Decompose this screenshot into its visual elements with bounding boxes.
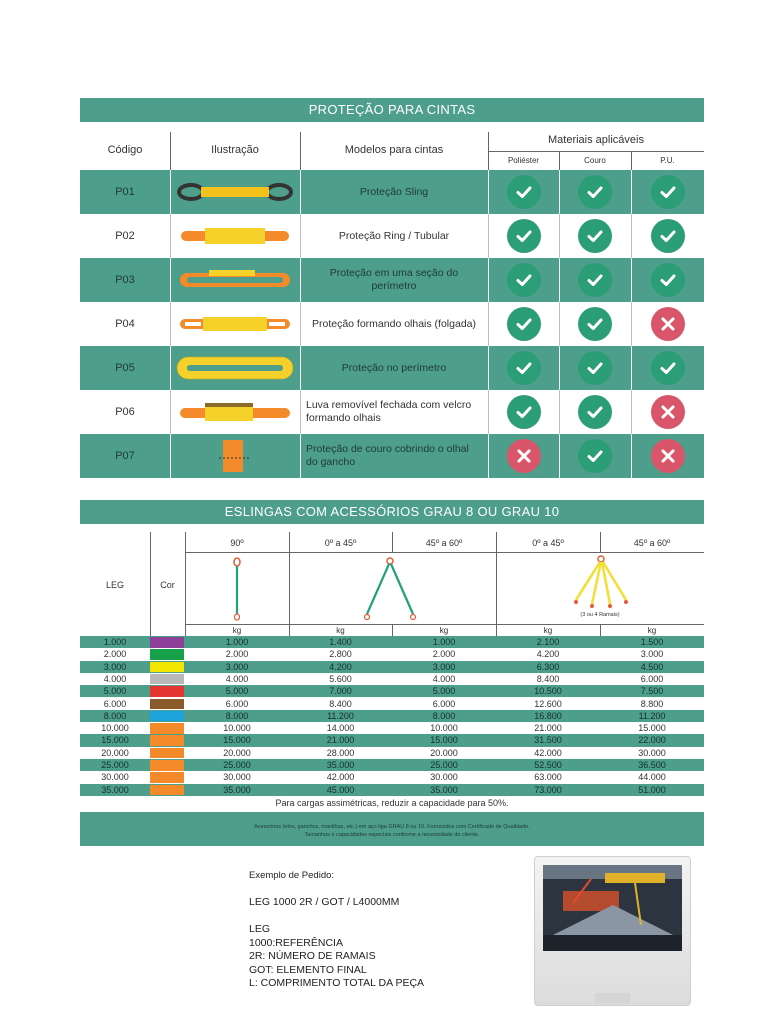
- protection-row: [80, 390, 704, 434]
- column-divider: [559, 302, 560, 346]
- color-swatch: [150, 748, 184, 759]
- protection-code: P02: [115, 229, 135, 242]
- material-status: [488, 390, 559, 434]
- capacity-value: 42.000: [534, 747, 562, 758]
- capacity-row: [80, 685, 704, 697]
- header-angle: 0º a 45º: [324, 538, 357, 548]
- capacity-value: 3.000: [225, 661, 249, 672]
- material-status: [488, 346, 559, 390]
- protection-illustration: [170, 434, 300, 478]
- footer-line1: Acessórios (elos, ganchos, manilhas, etc.) em aço liga GRAU 8 ou 10. Fornecidos com Certificado de Qualidade.: [254, 824, 530, 830]
- protection-model: Luva removível fechada com velcro formando olhais: [306, 399, 472, 424]
- capacity-value: 44.000: [638, 772, 666, 783]
- material-status: [488, 170, 559, 214]
- check-icon: [507, 307, 541, 341]
- multi-leg-sling-illustration: [568, 554, 634, 610]
- capacity-value: 5.600: [329, 673, 352, 684]
- capacity-value: 2.800: [329, 649, 352, 660]
- column-divider: [631, 302, 632, 346]
- column-divider: [488, 170, 489, 214]
- capacity-value: 16.800: [534, 710, 562, 721]
- unit-kg: kg: [647, 626, 657, 635]
- protection-row: [80, 346, 704, 390]
- column-divider: [488, 434, 489, 478]
- capacity-row: [80, 710, 704, 722]
- material-status: [559, 302, 631, 346]
- capacity-value: 21.000: [534, 723, 562, 734]
- monitor-frame: [534, 856, 691, 1006]
- check-icon: [578, 175, 612, 209]
- column-divider: [559, 346, 560, 390]
- capacity-value: 4.200: [329, 661, 352, 672]
- capacity-value: 25.000: [223, 760, 251, 770]
- capacity-value: 1.000: [432, 637, 456, 647]
- column-divider: [559, 170, 560, 214]
- leg-reference: 25.000: [101, 760, 129, 770]
- check-icon: [651, 351, 685, 385]
- leg-reference: 30.000: [101, 772, 129, 783]
- color-swatch: [150, 637, 184, 648]
- capacity-value: 15.000: [223, 735, 251, 746]
- order-example-label: Exemplo de Pedido:: [249, 870, 335, 881]
- color-swatch: [150, 760, 184, 771]
- material-status: [559, 390, 631, 434]
- protection-code: P07: [115, 449, 135, 462]
- capacity-value: 6.000: [225, 698, 249, 709]
- capacity-value: 22.000: [638, 735, 666, 746]
- column-divider: [170, 302, 171, 346]
- header-divider: [170, 132, 171, 170]
- check-icon: [578, 263, 612, 297]
- header-illustration: Ilustração: [211, 144, 259, 156]
- capacity-row: [80, 648, 704, 660]
- color-swatch: [150, 649, 184, 660]
- material-status: [631, 214, 704, 258]
- column-divider: [559, 214, 560, 258]
- protection-code: P05: [115, 361, 135, 374]
- header-materials: Materiais aplicáveis: [548, 134, 644, 146]
- material-status: [559, 346, 631, 390]
- capacity-row: [80, 759, 704, 771]
- color-swatch: [150, 711, 184, 722]
- check-icon: [651, 263, 685, 297]
- capacity-value: 25.000: [430, 760, 458, 770]
- check-icon: [651, 219, 685, 253]
- column-divider: [559, 390, 560, 434]
- leg-reference: 10.000: [101, 723, 129, 734]
- capacity-value: 2.100: [536, 637, 560, 647]
- capacity-value: 12.600: [534, 698, 562, 709]
- leg-reference: 35.000: [101, 784, 129, 795]
- column-divider: [488, 346, 489, 390]
- protection-row: [80, 302, 704, 346]
- protection-code: P04: [115, 317, 135, 330]
- material-status: [631, 346, 704, 390]
- capacity-value: 3.000: [640, 649, 664, 660]
- material-status: [631, 390, 704, 434]
- column-divider: [631, 214, 632, 258]
- check-icon: [578, 439, 612, 473]
- column-divider: [488, 258, 489, 302]
- capacity-value: 2.000: [225, 649, 249, 660]
- two-leg-sling-illustration: [355, 556, 425, 622]
- column-divider: [170, 390, 171, 434]
- column-divider: [559, 258, 560, 302]
- header-divider: [600, 532, 601, 552]
- check-icon: [507, 263, 541, 297]
- capacity-value: 14.000: [326, 723, 355, 734]
- protection-model: Proteção em uma seção do perímetro: [329, 267, 459, 292]
- material-status: [559, 214, 631, 258]
- protection-row: [80, 258, 704, 302]
- capacity-value: 8.000: [432, 710, 456, 721]
- capacity-value: 4.500: [640, 661, 664, 672]
- unit-kg: kg: [439, 626, 449, 635]
- capacity-value: 8.800: [640, 698, 664, 709]
- section2-title: ESLINGAS COM ACESSÓRIOS GRAU 8 OU GRAU 10: [224, 504, 560, 519]
- unit-kg: kg: [232, 626, 242, 635]
- material-status: [488, 258, 559, 302]
- capacity-row: [80, 722, 704, 734]
- protection-illustration: [170, 390, 300, 434]
- capacity-value: 63.000: [534, 772, 562, 783]
- column-divider: [631, 258, 632, 302]
- monitor-stand: [595, 993, 630, 1003]
- column-divider: [300, 214, 301, 258]
- check-icon: [578, 351, 612, 385]
- capacity-value: 8.400: [329, 698, 352, 709]
- column-divider: [170, 214, 171, 258]
- capacity-value: 51.000: [638, 784, 666, 795]
- capacity-value: 20.000: [223, 747, 251, 758]
- capacity-value: 15.000: [430, 735, 458, 746]
- x-icon: [651, 307, 685, 341]
- capacity-value: 35.000: [326, 760, 355, 770]
- color-swatch: [150, 699, 184, 710]
- leg-reference: 5.000: [103, 686, 127, 697]
- check-icon: [651, 175, 685, 209]
- x-icon: [651, 395, 685, 429]
- capacity-value: 4.000: [432, 673, 456, 684]
- capacity-row: [80, 784, 704, 796]
- order-example-code: LEG 1000 2R / GOT / L4000MM: [249, 896, 400, 908]
- material-status: [631, 434, 704, 478]
- material-status: [559, 434, 631, 478]
- capacity-row: [80, 661, 704, 673]
- capacity-value: 73.000: [534, 784, 562, 795]
- x-icon: [651, 439, 685, 473]
- protection-model: Proteção de couro cobrindo o olhal do gancho: [306, 443, 469, 468]
- header-divider: [289, 532, 290, 636]
- protection-row: [80, 170, 704, 214]
- section2-title-band: [80, 500, 704, 524]
- column-divider: [300, 258, 301, 302]
- material-status: [559, 170, 631, 214]
- header-divider: [392, 532, 393, 552]
- protection-illustration: [170, 302, 300, 346]
- protection-illustration: [170, 346, 300, 390]
- check-icon: [507, 219, 541, 253]
- leg-reference: 4.000: [103, 673, 127, 684]
- capacity-value: 6.000: [432, 698, 456, 709]
- capacity-value: 15.000: [638, 723, 666, 734]
- check-icon: [507, 351, 541, 385]
- capacity-value: 10.000: [223, 723, 251, 734]
- unit-kg: kg: [543, 626, 553, 635]
- x-icon: [507, 439, 541, 473]
- capacity-value: 21.000: [326, 735, 355, 746]
- leg-reference: 3.000: [103, 661, 127, 672]
- color-swatch: [150, 785, 184, 796]
- material-status: [631, 302, 704, 346]
- footer-line2: Tamanhos e capacidades especiais conforme a necessidade do cliente.: [304, 832, 480, 838]
- capacity-value: 36.500: [638, 760, 666, 770]
- capacity-value: 11.200: [638, 710, 666, 721]
- leg-reference: 8.000: [103, 710, 127, 721]
- capacity-value: 5.000: [225, 686, 249, 697]
- header-leg: LEG: [105, 580, 124, 590]
- header-divider: [488, 151, 704, 152]
- leg-reference: 15.000: [101, 735, 129, 746]
- color-swatch: [150, 772, 184, 783]
- capacity-row: [80, 636, 704, 648]
- header-pu: P.U.: [660, 156, 675, 165]
- asymmetric-load-note: Para cargas assimétricas, reduzir a capacidade para 50%.: [275, 798, 509, 808]
- header-angle: 45º a 60º: [633, 538, 671, 548]
- column-divider: [631, 390, 632, 434]
- capacity-value: 1.500: [640, 637, 664, 647]
- branches-note: (3 ou 4 Ramais): [580, 612, 620, 618]
- header-divider: [631, 151, 632, 170]
- header-divider: [559, 151, 560, 170]
- capacity-value: 4.000: [225, 673, 249, 684]
- color-swatch: [150, 674, 184, 685]
- material-status: [488, 434, 559, 478]
- protection-code: P01: [115, 185, 135, 198]
- unit-kg: kg: [336, 626, 345, 635]
- header-divider: [185, 552, 704, 553]
- section1-title: PROTEÇÃO PARA CINTAS: [308, 102, 476, 117]
- capacity-value: 11.200: [327, 710, 354, 721]
- capacity-value: 7.500: [640, 686, 664, 697]
- column-divider: [488, 214, 489, 258]
- header-divider: [150, 532, 151, 636]
- column-divider: [170, 346, 171, 390]
- column-divider: [559, 434, 560, 478]
- leg-reference: 20.000: [101, 747, 129, 758]
- order-legend-line: LEG: [249, 923, 271, 935]
- order-legend-line: L: COMPRIMENTO TOTAL DA PEÇA: [249, 977, 425, 990]
- capacity-value: 20.000: [430, 747, 458, 758]
- leg-reference: 6.000: [103, 698, 127, 709]
- protection-code: P03: [115, 273, 135, 286]
- capacity-value: 8.000: [225, 710, 249, 721]
- material-status: [631, 258, 704, 302]
- capacity-row: [80, 734, 704, 746]
- header-angle: 45º a 60º: [425, 538, 463, 548]
- order-example-legend: [249, 923, 424, 991]
- column-divider: [300, 390, 301, 434]
- header-models: Modelos para cintas: [344, 144, 444, 156]
- capacity-value: 6.000: [640, 673, 664, 684]
- color-swatch: [150, 723, 184, 734]
- capacity-value: 30.000: [223, 772, 251, 783]
- protection-row: [80, 214, 704, 258]
- single-leg-sling-illustration: [222, 556, 252, 622]
- lifting-photo-image: [543, 865, 682, 951]
- check-icon: [578, 219, 612, 253]
- column-divider: [170, 170, 171, 214]
- capacity-value: 45.000: [326, 784, 355, 795]
- material-status: [488, 214, 559, 258]
- header-angle: 90º: [230, 538, 244, 548]
- check-icon: [578, 307, 612, 341]
- check-icon: [507, 175, 541, 209]
- protection-row: [80, 434, 704, 478]
- protection-illustration: [170, 214, 300, 258]
- capacity-value: 4.200: [536, 649, 560, 660]
- capacity-value: 42.000: [326, 772, 355, 783]
- capacity-value: 8.400: [536, 673, 560, 684]
- capacity-row: [80, 698, 704, 710]
- column-divider: [488, 390, 489, 434]
- protection-model: Proteção no perímetro: [341, 361, 447, 374]
- leg-reference: 2.000: [103, 649, 127, 660]
- capacity-row: [80, 771, 704, 783]
- color-swatch: [150, 686, 184, 697]
- color-swatch: [150, 735, 184, 746]
- capacity-value: 30.000: [430, 772, 458, 783]
- capacity-value: 35.000: [223, 784, 251, 795]
- protection-code: P06: [115, 405, 135, 418]
- header-color: Cor: [160, 580, 175, 590]
- material-status: [631, 170, 704, 214]
- column-divider: [488, 302, 489, 346]
- header-leather: Couro: [584, 156, 606, 165]
- protection-illustration: [170, 170, 300, 214]
- capacity-value: 31.500: [534, 735, 562, 746]
- leg-reference: 1.000: [103, 637, 127, 647]
- column-divider: [170, 258, 171, 302]
- column-divider: [300, 170, 301, 214]
- column-divider: [170, 434, 171, 478]
- column-divider: [631, 170, 632, 214]
- header-code: Código: [107, 144, 143, 156]
- material-status: [559, 258, 631, 302]
- header-divider: [185, 532, 186, 636]
- capacity-value: 28.000: [326, 747, 355, 758]
- header-angle: 0º a 45º: [532, 538, 564, 548]
- column-divider: [300, 302, 301, 346]
- capacity-value: 7.000: [329, 686, 352, 697]
- order-legend-line: 2R: NÚMERO DE RAMAIS: [249, 950, 376, 963]
- capacity-value: 35.000: [430, 784, 458, 795]
- column-divider: [631, 346, 632, 390]
- capacity-value: 10.500: [534, 686, 562, 697]
- header-divider: [496, 532, 497, 636]
- capacity-value: 10.000: [430, 723, 458, 734]
- capacity-value: 30.000: [638, 747, 666, 758]
- section1-title-band: [80, 98, 704, 122]
- capacity-value: 6.300: [536, 661, 560, 672]
- capacity-value: 2.000: [432, 649, 456, 660]
- header-divider: [300, 132, 301, 170]
- color-swatch: [150, 662, 184, 673]
- column-divider: [300, 434, 301, 478]
- order-legend-line: 1000:REFERÊNCIA: [249, 936, 343, 949]
- protection-illustration: [170, 258, 300, 302]
- column-divider: [300, 346, 301, 390]
- capacity-value: 52.500: [534, 760, 562, 770]
- capacity-value: 1.000: [225, 637, 249, 647]
- order-legend-line: GOT: ELEMENTO FINAL: [249, 963, 367, 976]
- material-status: [488, 302, 559, 346]
- protection-model: Proteção Ring / Tubular: [338, 229, 450, 242]
- capacity-value: 3.000: [432, 661, 456, 672]
- header-divider: [185, 624, 704, 625]
- protection-model: Proteção formando olhais (folgada): [311, 317, 476, 330]
- capacity-value: 1.400: [329, 637, 352, 647]
- capacity-row: [80, 673, 704, 685]
- protection-model: Proteção Sling: [359, 185, 429, 198]
- check-icon: [578, 395, 612, 429]
- header-polyester: Poliéster: [507, 156, 540, 165]
- capacity-value: 5.000: [432, 686, 456, 697]
- footer-band: [80, 812, 704, 846]
- check-icon: [507, 395, 541, 429]
- column-divider: [631, 434, 632, 478]
- capacity-row: [80, 747, 704, 759]
